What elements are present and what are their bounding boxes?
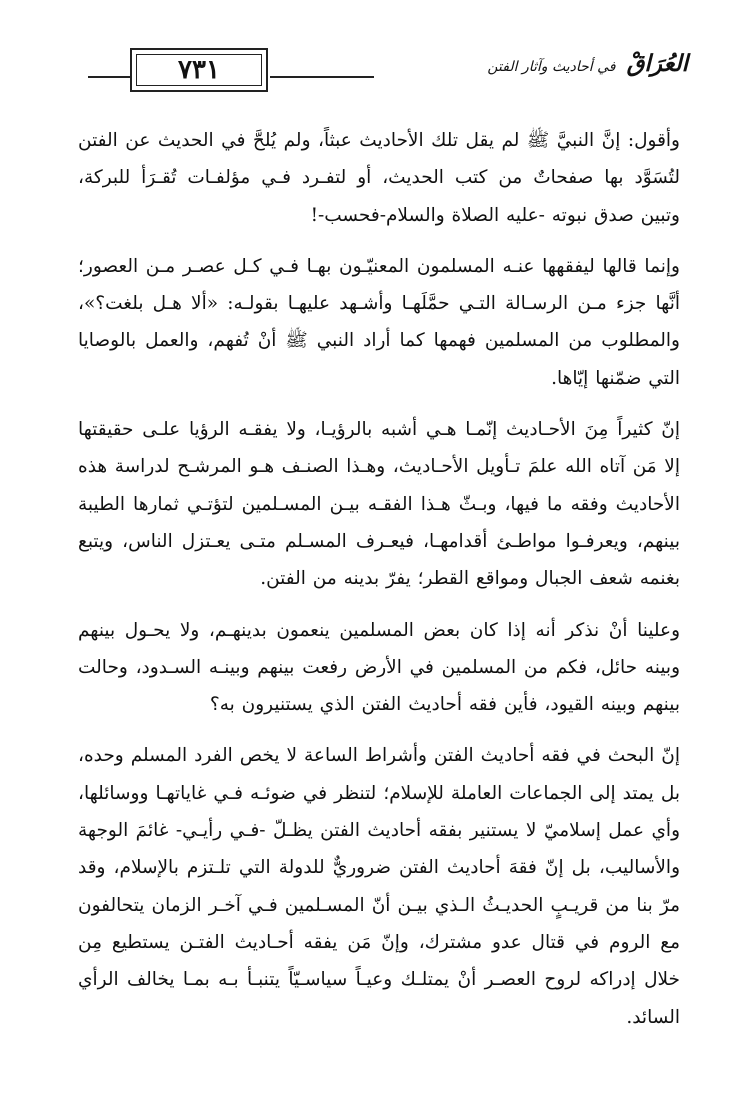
paragraph-5: إنّ البحث في فقه أحاديث الفتن وأشراط الساعة لا يخص الفرد المسلم وحده، بل يمتد إلى الجماعات العاملة للإسلام؛ لتنظر في ضوئـه فـي غاياتهـا ووسائلها، وأي عمل إسلاميّ لا يستنير بفقه أحاديث الفتن يظـلّ -فـي رأيـي- غائمَ الوجهة والأساليب، بل إنّ فقهَ أحاديث الفتن ضروريٌّ للدولة التي تلـتزم بالإسلام، وقد مرّ بنا من قريـبٍ الحديـثُ الـذي بيـن أنّ المسـلمين فـي آخـر الزمان يتحالفون مع الروم في قتال عدو مشترك، وإنّ مَن يفقه أحـاديث الفتـن يستطيع مِن خلال إدراكه لروح العصـر أنْ يمتلـك وعيـاً سياسـيّاً يتنبـأ بـه بمـا يخالف الرأي السائد.	[78, 745, 680, 1028]
book-title-subtitle: في أحاديث وآثار الفتن	[487, 59, 616, 75]
header-rule-middle	[270, 76, 374, 78]
page-header	[88, 48, 688, 94]
page-number: ٧٣١	[136, 54, 262, 86]
book-title	[378, 50, 688, 77]
paragraph-1: وأقول: إنَّ النبيَّ ﷺ لم يقل تلك الأحاديث عبثاً، ولم يُلحَّ في الحديث عن الفتن لتُسَوَّد بها صفحاتٌ من كتب الحديث، أو لتفـرد فـي مؤلفـات تُقـرَأ للبركة، وتبين صدق نبوته -عليه الصلاة والسلام-فحسب-!	[78, 130, 680, 226]
paragraph-4: وعلينا أنْ نذكر أنه إذا كان بعض المسلمين ينعمون بدينهـم، ولا يحـول بينهم وبينه حائل، فكم من المسلمين في الأرض رفعت بينهم وبينـه السـدود، وحالت بينهم وبينه القيود، فأين فقه أحاديث الفتن الذي يستنيرون به؟	[78, 619, 680, 716]
book-title-main: العُرَاقْ	[626, 50, 688, 77]
paragraph-2: وإنما قالها ليفقهها عنـه المسلمون المعنيّـون بهـا فـي كـل عصـر مـن العصور؛ أنَّها جزء مـن الرسـالة التـي حمَّلَهـا وأشـهد عليهـا بقولـه: «ألا هـل بلغت؟»، والمطلوب من المسلمين فهمها كما أراد النبي ﷺ أنْ تُفهم، والعمل بالوصايا التي ضمّنها إيّاها.	[78, 255, 680, 389]
page-number-box	[130, 48, 268, 92]
page-body	[78, 122, 680, 1036]
paragraph-3: إنّ كثيراً مِنَ الأحـاديث إنّمـا هـي أشبه بالرؤيـا، ولا يفقـه الرؤيا علـى حقيقتها إلا مَن آتاه الله علمَ تـأويل الأحـاديث، وهـذا الصنـف هـو المرشـح لدراسة هذه الأحاديث وفقه ما فيها، وبـثّ هـذا الفقـه بيـن المسـلمين لتؤتـي ثمارها الطيبة بينهم، ويعرفـوا مواطـئ أقدامهـا، فيعـرف المسـلم متـى يعـتزل الناس، ويتبع بغنمه شعف الجبال ومواقع القطر؛ يفرّ بدينه من الفتن.	[78, 419, 680, 590]
header-rule-left	[88, 76, 130, 78]
